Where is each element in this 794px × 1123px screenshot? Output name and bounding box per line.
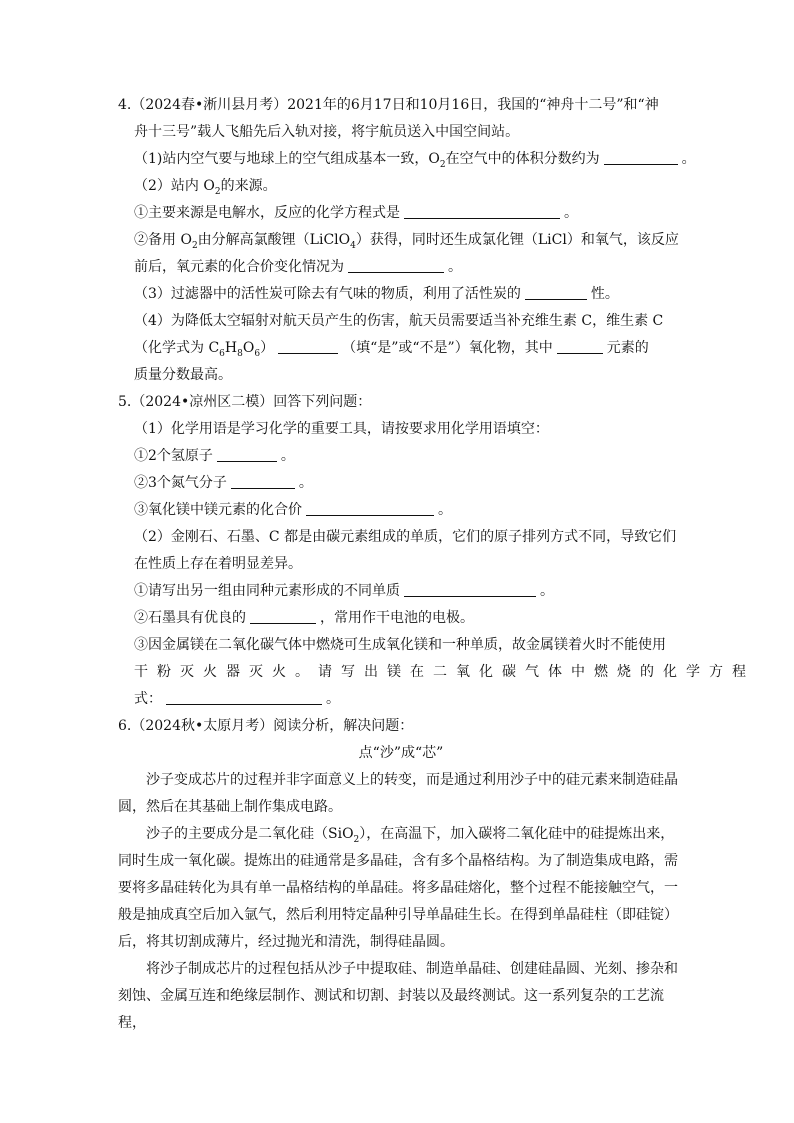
paragraph-text: 沙子的主要成分是二氧化硅（SiO <box>146 826 354 842</box>
q4-part-2 <box>118 173 684 200</box>
punct: 。 <box>564 205 578 221</box>
q4-part-4-text: （4）为降低太空辐射对航天员产生的伤害，航天员需要适当补充维生素 C，维生素 C <box>134 313 664 329</box>
subscript: 2 <box>439 159 446 170</box>
answer-blank[interactable] <box>404 203 560 219</box>
q6-paragraph-1 <box>118 767 684 821</box>
formula-element: H <box>224 340 238 356</box>
q5-part-2c-text-3: 式： <box>134 691 162 707</box>
q5-part-2-text-2: 在性质上存在着明显差异。 <box>134 556 302 572</box>
subscript: 2 <box>353 834 360 845</box>
q5-part-1 <box>118 416 684 443</box>
q6-stem-text: 6.（2024秋•太原月考）阅读分析，解决问题： <box>118 718 414 734</box>
answer-blank[interactable] <box>166 689 322 705</box>
paragraph-text: 沙子变成芯片的过程并非字面意义上的转变，而是通过利用沙子中的硅元素来制造硅晶圆，然后在其基础上制作集成电路。 <box>118 772 678 815</box>
q4-part-3-text: （3）过滤器中的活性炭可除去有气味的物质，利用了活性炭的 <box>134 286 521 302</box>
q4-part-3-end: 性。 <box>590 286 619 302</box>
answer-blank[interactable] <box>557 338 603 354</box>
q5-stem <box>118 389 684 416</box>
q4-part-2b-tail: 由分解高氯酸锂（LiClO <box>197 232 351 248</box>
q4-part-4-line-2 <box>118 335 684 362</box>
q4-part-2b-line-1 <box>118 227 684 254</box>
q5-stem-text: 5.（2024•凉州区二模）回答下列问题： <box>118 394 372 410</box>
punct: 。 <box>298 475 313 491</box>
answer-blank[interactable] <box>306 500 434 516</box>
answer-blank[interactable] <box>231 473 295 489</box>
q4-part-2b-line-2 <box>118 254 684 281</box>
formula-element: O <box>242 340 255 356</box>
q4-part-1-text: （1)站内空气要与地球上的空气组成基本一致，O <box>134 151 440 167</box>
q4-stem-text: 4.（2024春•淅川县月考）2021年的6月17日和10月16日，我国的“神舟十二号”和“神 <box>118 97 659 113</box>
punct: 。 <box>540 583 554 599</box>
document-content <box>118 92 755 1037</box>
punct: 。 <box>681 151 696 167</box>
q4-part-1-tail: 在空气中的体积分数约为 <box>445 151 600 167</box>
subscript: 2 <box>214 186 221 197</box>
answer-blank[interactable] <box>525 284 587 300</box>
q5-part-2a-text: ①请写出另一组由同种元素形成的不同单质 <box>134 583 400 599</box>
q5-part-2c-text: ③因金属镁在二氧化碳气体中燃烧可生成氧化镁和一种单质，故金属镁着火时不能使用 <box>134 637 666 653</box>
q4-part-3 <box>118 281 684 308</box>
q6-stem <box>118 713 684 740</box>
subscript: 6 <box>254 348 261 359</box>
q4-part-2b-text-2: 前后，氧元素的化合价变化情况为 <box>134 259 344 275</box>
punct: 。 <box>448 259 462 275</box>
q6-paragraph-3 <box>118 956 684 1037</box>
q5-part-1-text: （1）化学用语是学习化学的重要工具，请按要求用化学用语填空： <box>134 421 549 437</box>
q5-part-1a <box>118 443 684 470</box>
punct: 。 <box>438 502 452 518</box>
q4-stem-line-1 <box>118 92 684 119</box>
q5-part-2b-end: ，常用作干电池的电极。 <box>320 610 474 626</box>
q4-part-2b-tail-2: ）获得，同时还生成氯化锂（LiCl）和氧气，该反应 <box>355 232 679 248</box>
answer-blank[interactable] <box>604 149 678 165</box>
q4-stem-line-2 <box>118 119 684 146</box>
q5-part-2a <box>118 578 684 605</box>
subscript: 4 <box>350 240 356 251</box>
q6-article-title <box>118 740 684 767</box>
q5-part-2c-line-2 <box>118 659 755 686</box>
q6-paragraph-2 <box>118 821 684 956</box>
q5-part-2-line-1 <box>118 524 684 551</box>
q5-part-2c-line-3 <box>118 686 684 713</box>
punct: 。 <box>326 691 340 707</box>
q5-part-1c <box>118 497 684 524</box>
answer-blank[interactable] <box>217 446 277 462</box>
q5-part-2-line-2 <box>118 551 684 578</box>
q5-part-1b <box>118 470 684 497</box>
q4-part-4-line-1 <box>118 308 684 335</box>
paragraph-text-2: ），在高温下，加入碳将二氧化硅中的硅提炼出来，同时生成一氧化碳。提炼出的硅通常是多晶硅，含有多个晶格结构。为了制造集成电路，需要将多晶硅转化为具有单一晶格结构的单晶硅。将多晶硅熔化，整个过程不能接触空气，一般是抽成真空后加入氩气，然后利用特定晶种引导单晶硅生长。在得到单晶硅柱（即硅锭）后，将其切割成薄片，经过抛光和清洗，制得硅晶圆。 <box>118 826 678 950</box>
q4-part-2b-text: ②备用 O <box>134 232 192 248</box>
q4-part-2-tail: 的来源。 <box>220 178 277 194</box>
q5-part-2c-line-1 <box>118 632 684 659</box>
answer-blank[interactable] <box>278 338 338 354</box>
punct: ） <box>260 340 275 356</box>
q4-part-4-mid: （填“是”或“不是”）氧化物，其中 <box>342 340 553 356</box>
subscript: 2 <box>191 240 198 251</box>
paragraph-text: 将沙子制成芯片的过程包括从沙子中提取硅、制造单晶硅、创建硅晶圆、光刻、掺杂和刻蚀、金属互连和绝缘层制作、测试和切割、封装以及最终测试。这一系列复杂的工艺流程， <box>118 961 678 1031</box>
article-title-text: 点“沙”成“芯” <box>358 745 444 761</box>
q5-part-1a-text: ①2个氢原子 <box>134 448 213 464</box>
answer-blank[interactable] <box>250 608 316 624</box>
punct: 。 <box>280 448 295 464</box>
subscript: 8 <box>237 348 243 359</box>
q5-part-2b <box>118 605 684 632</box>
q4-stem-text-2: 舟十三号”载人飞船先后入轨对接，将宇航员送入中国空间站。 <box>134 124 520 140</box>
q5-part-2b-text: ②石墨具有优良的 <box>134 610 246 626</box>
q4-part-2-text: （2）站内 O <box>134 178 215 194</box>
q4-part-4-text-3: 质量分数最高。 <box>134 367 232 383</box>
q4-part-2a-text: ①主要来源是电解水，反应的化学方程式是 <box>134 205 400 221</box>
q4-part-4-end: 元素的 <box>606 340 649 356</box>
q4-part-1 <box>118 146 696 173</box>
q5-part-2c-text-2: 干粉灭火器灭火。请写出镁在二氧化碳气体中燃烧的化学方程 <box>134 664 755 680</box>
q5-part-1b-text: ②3个氮气分子 <box>134 475 227 491</box>
q4-part-2a <box>118 200 684 227</box>
q5-part-1c-text: ③氧化镁中镁元素的化合价 <box>134 502 302 518</box>
formula-prefix: （化学式为 C <box>134 340 220 356</box>
answer-blank[interactable] <box>404 581 536 597</box>
q4-part-4-line-3 <box>118 362 684 389</box>
subscript: 6 <box>219 348 225 359</box>
answer-blank[interactable] <box>348 257 444 273</box>
q5-part-2-text: （2）金刚石、石墨、C 都是由碳元素组成的单质，它们的原子排列方式不同，导致它们 <box>134 529 677 545</box>
